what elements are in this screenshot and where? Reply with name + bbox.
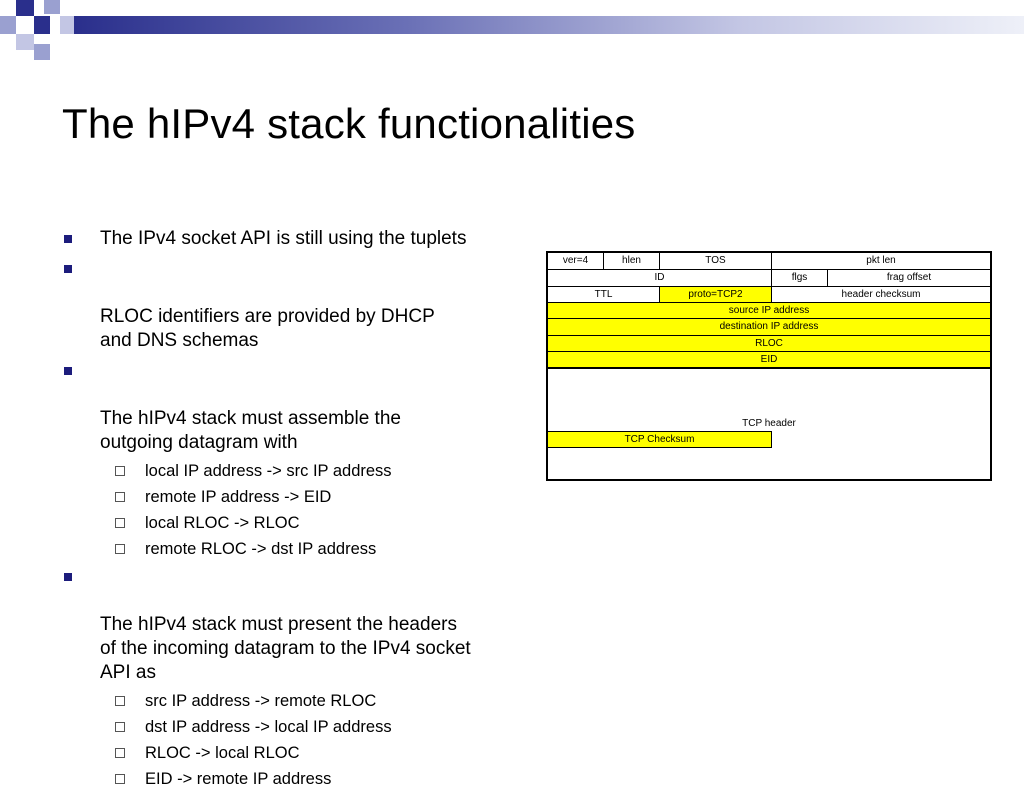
bullet-item (62, 565, 552, 685)
sub-bullet-text: RLOC -> local RLOC (145, 744, 300, 762)
bullet-text: The hIPv4 stack must present the headers of the incoming datagram to the IPv4 socket API as (100, 614, 471, 683)
square-bullet-icon (64, 367, 72, 375)
bullet-text: RLOC identifiers are provided by DHCP and DNS schemas (100, 306, 435, 351)
bullet-text: The hIPv4 stack must assemble the outgoing datagram with (100, 408, 401, 453)
sub-bullet-text: local RLOC -> RLOC (145, 514, 300, 532)
corner-decoration (0, 0, 1024, 70)
sub-bullet-text: remote IP address -> EID (145, 488, 332, 506)
bullet-item (62, 257, 552, 353)
hollow-square-bullet-icon (115, 518, 125, 528)
field-rloc: RLOC (548, 336, 990, 352)
sub-bullet-item (62, 461, 552, 481)
slide-title: The hIPv4 stack functionalities (62, 100, 636, 147)
field-version: ver=4 (548, 253, 604, 270)
hollow-square-bullet-icon (115, 544, 125, 554)
sub-bullet-item (62, 691, 552, 711)
hollow-square-bullet-icon (115, 748, 125, 758)
sub-bullet-item (62, 743, 552, 763)
field-flags: flgs (772, 270, 828, 287)
sub-bullet-item (62, 487, 552, 507)
top-accent-bar (74, 16, 1024, 34)
sub-bullet-text: src IP address -> remote RLOC (145, 692, 377, 710)
hollow-square-bullet-icon (115, 466, 125, 476)
bullet-item (62, 227, 552, 251)
square-bullet-icon (64, 235, 72, 243)
field-frag-offset: frag offset (828, 270, 990, 287)
field-destination-ip: destination IP address (548, 319, 990, 336)
tcp-header-label: TCP header (742, 418, 796, 429)
sub-bullet-text: local IP address -> src IP address (145, 462, 392, 480)
bullet-text: The IPv4 socket API is still using the tuplets (100, 228, 467, 249)
hollow-square-bullet-icon (115, 696, 125, 706)
field-ttl: TTL (548, 287, 660, 303)
bullet-list (62, 227, 552, 795)
hollow-square-bullet-icon (115, 492, 125, 502)
square-bullet-icon (64, 265, 72, 273)
field-protocol: proto=TCP2 (660, 287, 772, 303)
field-eid: EID (548, 352, 990, 369)
field-tos: TOS (660, 253, 772, 270)
sub-bullet-text: dst IP address -> local IP address (145, 718, 392, 736)
field-pkt-len: pkt len (772, 253, 990, 270)
hollow-square-bullet-icon (115, 722, 125, 732)
field-hlen: hlen (604, 253, 660, 270)
sub-bullet-item (62, 717, 552, 737)
field-id: ID (548, 270, 772, 287)
packet-header-diagram (546, 251, 992, 481)
sub-bullet-item (62, 539, 552, 559)
sub-bullet-item (62, 513, 552, 533)
sub-bullet-item (62, 769, 552, 789)
field-tcp-checksum: TCP Checksum (548, 431, 772, 448)
field-header-checksum: header checksum (772, 287, 990, 303)
sub-bullet-text: remote RLOC -> dst IP address (145, 540, 377, 558)
bullet-item (62, 359, 552, 455)
sub-bullet-text: EID -> remote IP address (145, 770, 332, 788)
field-source-ip: source IP address (548, 303, 990, 319)
square-bullet-icon (64, 573, 72, 581)
hollow-square-bullet-icon (115, 774, 125, 784)
